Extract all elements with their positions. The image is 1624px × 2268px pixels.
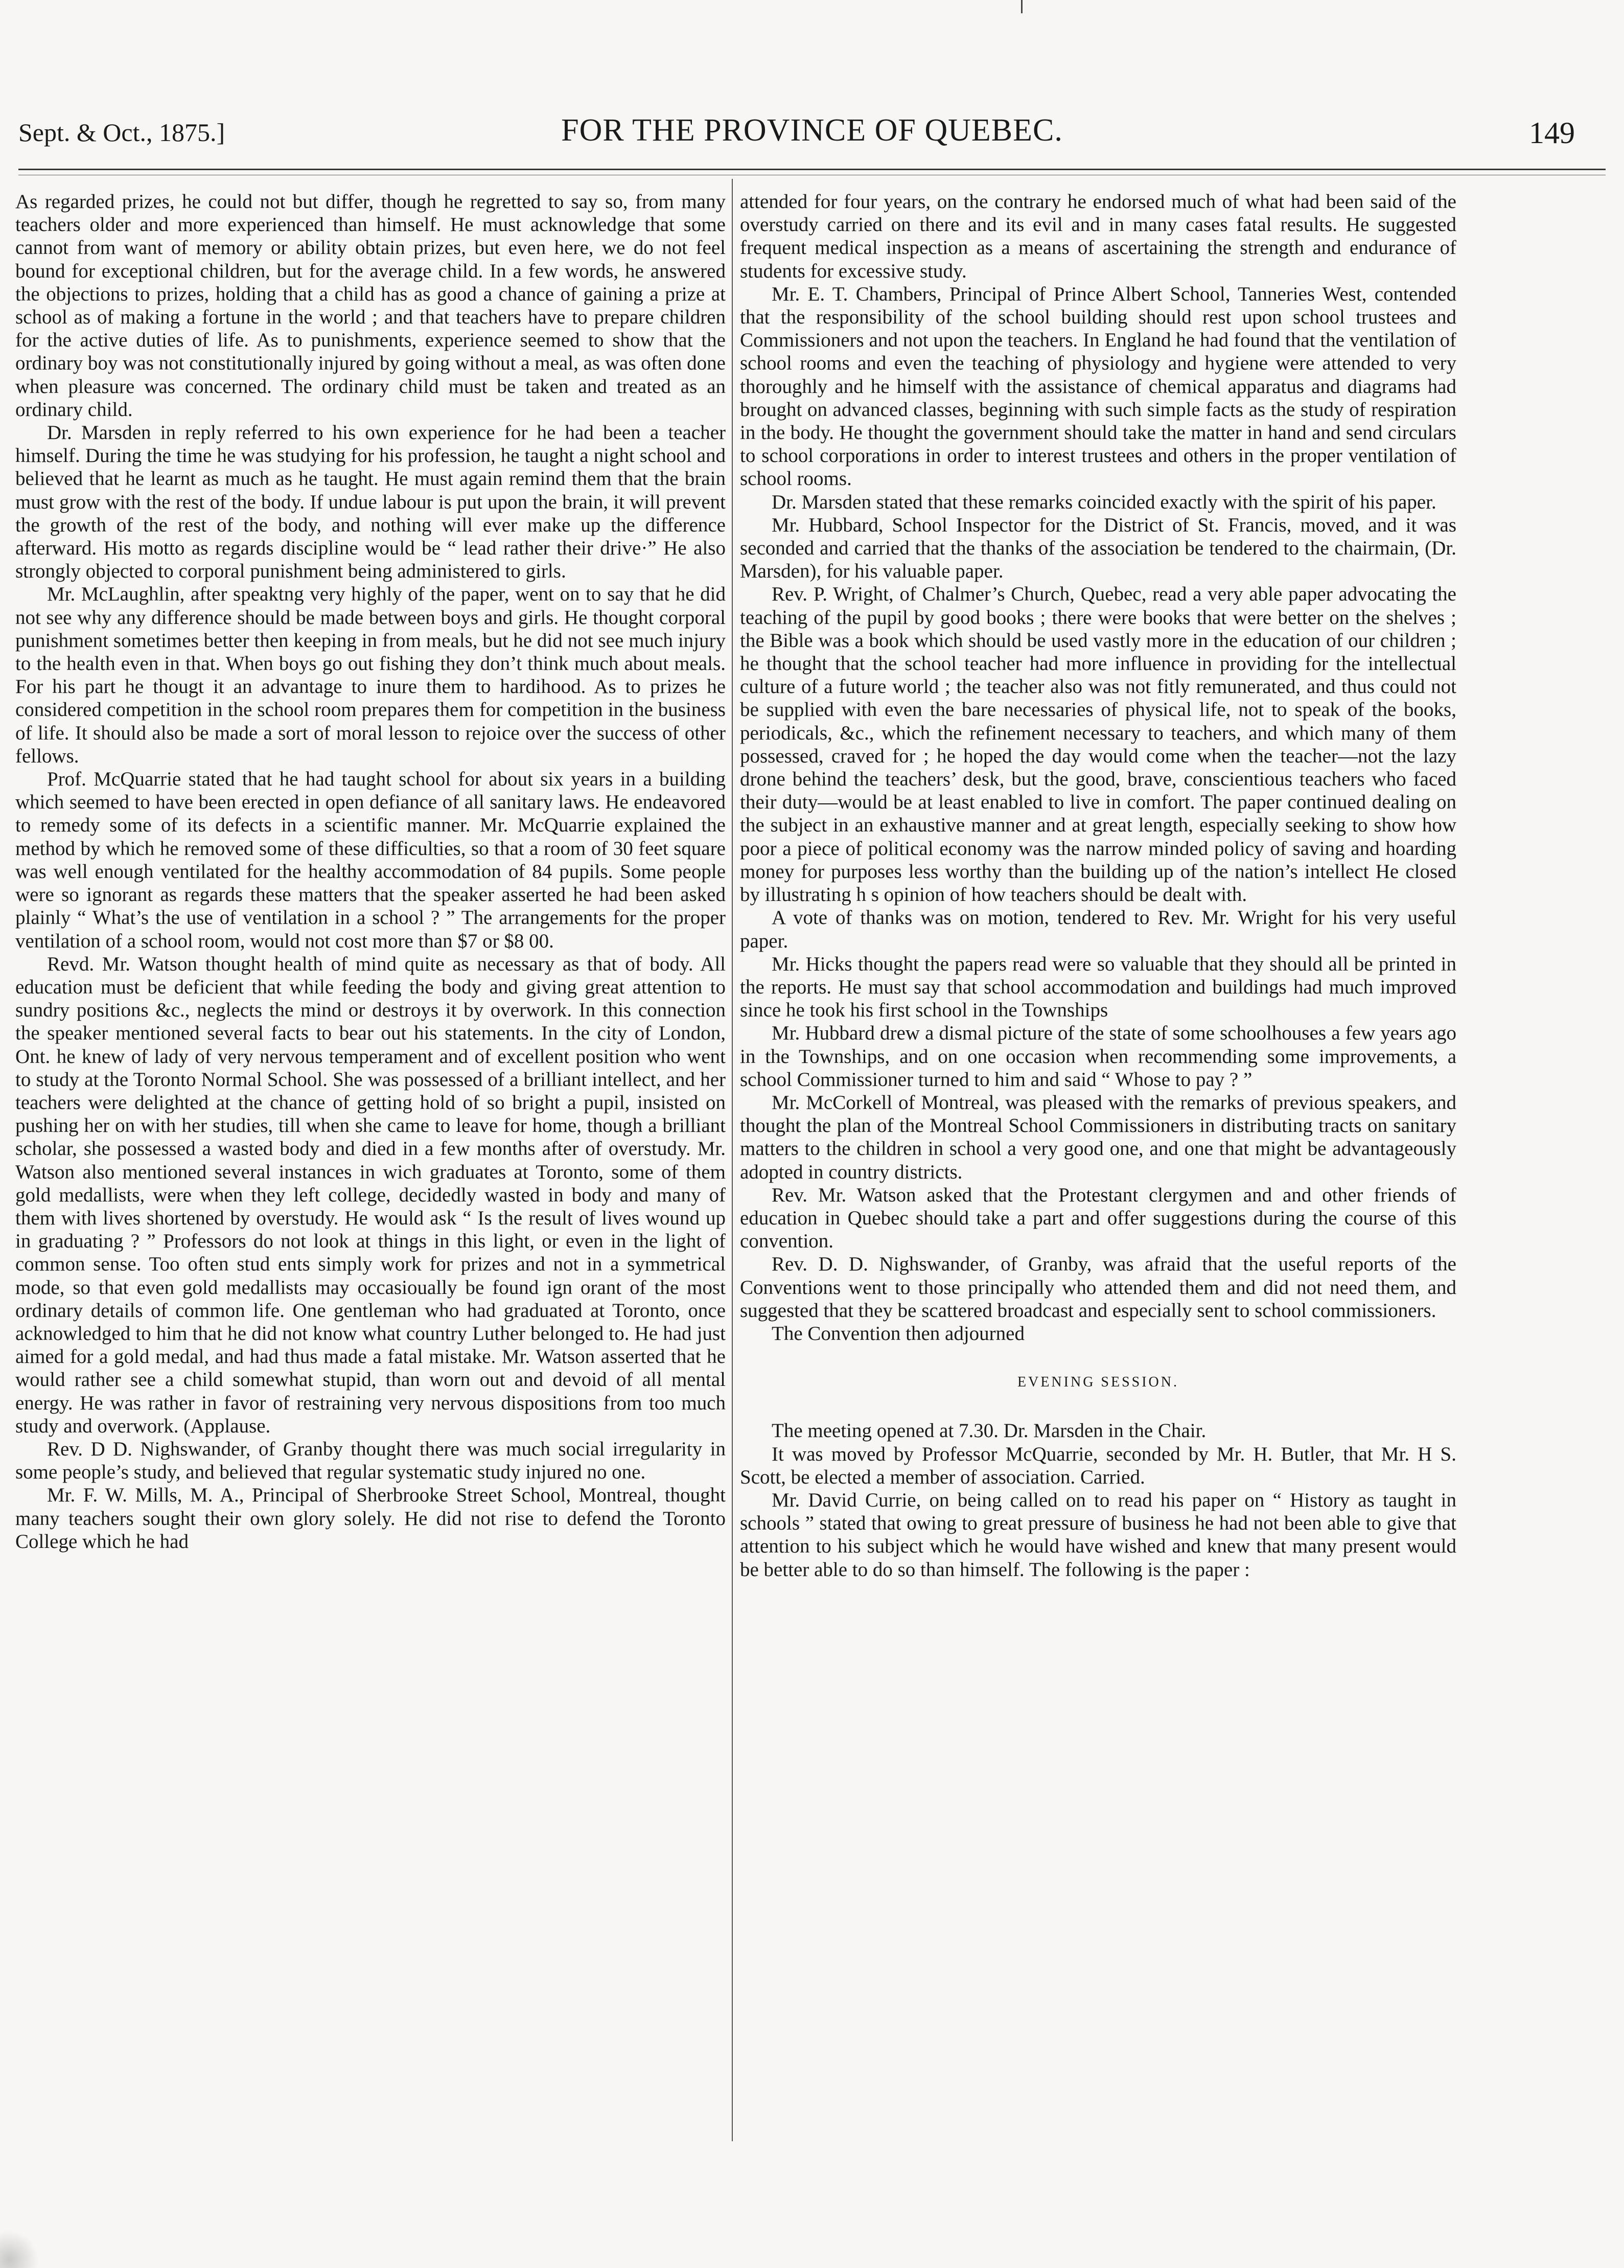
paragraph: It was moved by Professor McQuarrie, seconded by Mr. H. Butler, that Mr. H S. Scott, be elected a member of association. Carried. bbox=[740, 1443, 1456, 1488]
paragraph: Mr. McCorkell of Montreal, was pleased with the remarks of previous speakers, and thought the plan of the Montreal School Commissioners in distributing tracts on sanitary matters to the children in school a very good one, and one that might be advantageously adopted in country districts. bbox=[740, 1091, 1456, 1183]
page-number: 149 bbox=[1529, 116, 1575, 150]
paragraph: Prof. McQuarrie stated that he had taught school for about six years in a building which seemed to have been erected in open defiance of all sanitary laws. He endeavored to remedy some of its defects in a scientific manner. Mr. McQuarrie explained the method by which he removed some of these difficulties, so that a room of 30 feet square was well enough ventilated for the healthy accommodation of 84 pupils. Some people were so ignorant as regards these matters that the speaker asserted he had been asked plainly “ What’s the use of ventilation in a school ? ” The arrangements for the proper ventilation of a school room, would not cost more than $7 or $8 00. bbox=[15, 768, 726, 952]
page-header bbox=[18, 107, 1606, 153]
paragraph: attended for four years, on the contrary he endorsed much of what had been said of the overstudy carried on there and its evil and in many cases fatal results. He suggested frequent medical inspection as a means of ascertaining the strength and endurance of students for excessive study. bbox=[740, 191, 1456, 282]
print-mark bbox=[1021, 0, 1023, 13]
running-title: FOR THE PROVINCE OF QUEBEC. bbox=[561, 113, 1063, 148]
paragraph: Rev. D D. Nighswander, of Granby thought there was much social irregularity in some people’s study, and believed that regular systematic study injured no one. bbox=[15, 1438, 726, 1484]
paragraph: Mr. Hubbard, School Inspector for the District of St. Francis, moved, and it was seconded and carried that the thanks of the association be tendered to the chairmain, (Dr. Marsden), for his valuable paper. bbox=[740, 514, 1456, 583]
paragraph: Mr. E. T. Chambers, Principal of Prince Albert School, Tanneries West, contended that the responsibility of the school building should rest upon school trustees and Commissioners and not upon the teachers. In England he had found that the ventilation of school rooms and even the teaching of physiology and hygiene were attended to very thoroughly and he himself with the assistance of chemical apparatus and diagrams had brought on advanced classes, beginning with such simple facts as the study of respiration in the body. He thought the government should take the matter in hand and send circulars to school corporations in order to interest trustees and others in the proper ventilation of school rooms. bbox=[740, 283, 1456, 490]
right-column-evening bbox=[740, 1419, 1456, 1581]
issue-date: Sept. & Oct., 1875.] bbox=[18, 118, 225, 147]
paragraph: Rev. P. Wright, of Chalmer’s Church, Quebec, read a very able paper advocating the teaching of the pupil by good books ; there were books that were better on the shelves ; the Bible was a book which should be used vastly more in the education of our children ; he thought that the school teacher had more influence in providing for the intellectual culture of a future world ; the teacher also was not fitly remunerated, and thus could not be supplied with even the bare necessaries of physical life, not to speak of the books, periodicals, &c., which the refinement necessary to teachers, and which many of them possessed, craved for ; he hoped the day would come when the teacher—not the lazy drone behind the teachers’ desk, but the good, brave, conscientious teachers who faced their duty—would be at least enabled to live in comfort. The paper continued dealing on the subject in an exhaustive manner and at great length, especially seeking to show how poor a piece of political economy was the narrow minded policy of saving and hoarding money for purposes less worthy than the building up of the nation’s intellect He closed by illustrating h s opinion of how teachers should be dealt with. bbox=[740, 583, 1456, 906]
right-column bbox=[740, 190, 1456, 1581]
paragraph: Mr. Hubbard drew a dismal picture of the state of some schoolhouses a few years ago in the Townships, and on one occasion when recommending some improvements, a school Commissioner turned to him and said “ Whose to pay ? ” bbox=[740, 1022, 1456, 1091]
column-divider bbox=[732, 179, 733, 2141]
section-title: EVENING SESSION. bbox=[1017, 1374, 1179, 1391]
header-rule bbox=[18, 169, 1606, 170]
paragraph: Mr. McLaughlin, after speaktng very highly of the paper, went on to say that he did not see why any difference should be made between boys and girls. He thought corporal punishment sometimes better then keeping in from meals, but he did not see much injury to the health even in that. When boys go out fishing they don’t think much about meals. For his part he thougt it an advantage to inure them to hardihood. As to prizes he considered competition in the school room prepares them for competition in the business of life. It should also be made a sort of moral lesson to rejoice over the success of other fellows. bbox=[15, 583, 726, 767]
paragraph: Mr. F. W. Mills, M. A., Principal of Sherbrooke Street School, Montreal, thought many teachers sought their own glory solely. He did not rise to defend the Toronto College which he had bbox=[15, 1484, 726, 1553]
right-column-proceedings bbox=[740, 190, 1456, 1345]
paragraph: Revd. Mr. Watson thought health of mind quite as necessary as that of body. All education must be deficient that while feeding the body and giving great attention to sundry positions &c., neglects the mind or destroys it by overwork. In this connection the speaker mentioned several facts to bear out his statements. In the city of London, Ont. he knew of lady of very nervous temperament and of excellent position who went to study at the Toronto Normal School. She was possessed of a brilliant intellect, and her teachers were delighted at the chance of getting hold of so bright a pupil, insisted on pushing her on with her studies, till when she came to leave for home, though a brilliant scholar, she possessed a wasted body and died in a few months after of overstudy. Mr. Watson also mentioned several instances in wich graduates at Toronto, some of them gold medallists, were when they left college, decidedly wasted in body and many of them with lives shortened by overstudy. He would ask “ Is the result of lives wound up in graduating ? ” Professors do not look at things in this light, or even in the light of common sense. Too often stud ents simply work for prizes and not in a symmetrical mode, so that even gold medallists may occasioually be found ign orant of the most ordinary details of common life. One gentleman who had graduated at Toronto, once acknowledged to him that he did not know what country Luther belonged to. He had just aimed for a gold medal, and had thus made a fatal mistake. Mr. Watson asserted that he would rather see a child somewhat stupid, than worn out and devoid of all mental energy. He was rather in favor of restraining very nervous dispositions from too much study and overwork. (Applause. bbox=[15, 953, 726, 1437]
paragraph: As regarded prizes, he could not but differ, though he regretted to say so, from many teachers older and more experienced than himself. He must acknowledge that some cannot from want of memory or ability obtain prizes, but even here, we do not feel bound for exceptional children, but for the average child. In a few words, he answered the objections to prizes, holding that a child has as good a chance of gaining a prize at school as of making a fortune in the world ; and that teachers have to prepare children for the active duties of life. As to punishments, experience seemed to show that the ordinary boy was not constitutionally injured by going without a meal, as was often done when pleasure was concerned. The ordinary child must be taken and treated as an ordinary child. bbox=[15, 191, 726, 421]
paragraph: The meeting opened at 7.30. Dr. Marsden in the Chair. bbox=[772, 1420, 1207, 1442]
paragraph: Rev. D. D. Nighswander, of Granby, was afraid that the useful reports of the Conventions went to those principally who attended them and did not need them, and suggested that they be scattered broadcast and especially sent to school commissioners. bbox=[740, 1253, 1456, 1322]
paragraph: Dr. Marsden in reply referred to his own experience for he had been a teacher himself. During the time he was studying for his profession, he taught a night school and believed that he learnt as much as he taught. He must again remind them that the brain must grow with the rest of the body. If undue labour is put upon the brain, it will prevent the growth of the rest of the body, and nothing will ever make up the difference afterward. His motto as regards discipline would be “ lead rather their drive·” He also strongly objected to corporal punishment being administered to girls. bbox=[15, 422, 726, 583]
page-blemish bbox=[0, 2228, 46, 2268]
paragraph: The Convention then adjourned bbox=[772, 1322, 1025, 1345]
paragraph: Mr. Hicks thought the papers read were so valuable that they should all be printed in the reports. He must say that school accommodation and buildings had much improved since he took his first school in the Townships bbox=[740, 953, 1456, 1022]
paragraph: Mr. David Currie, on being called on to read his paper on “ History as taught in schools ” stated that owing to great pressure of business he had not been able to give that attention to his subject which he would have wished and knew that many present would be better able to do so than himself. The following is the paper : bbox=[740, 1489, 1456, 1581]
paragraph: A vote of thanks was on motion, tendered to Rev. Mr. Wright for his very useful paper. bbox=[740, 907, 1456, 952]
paragraph: Dr. Marsden stated that these remarks coincided exactly with the spirit of his paper. bbox=[772, 491, 1436, 513]
paragraph: Rev. Mr. Watson asked that the Protestant clergymen and and other friends of education in Quebec should take a part and offer suggestions during the course of this convention. bbox=[740, 1184, 1456, 1253]
left-column bbox=[15, 190, 726, 1553]
